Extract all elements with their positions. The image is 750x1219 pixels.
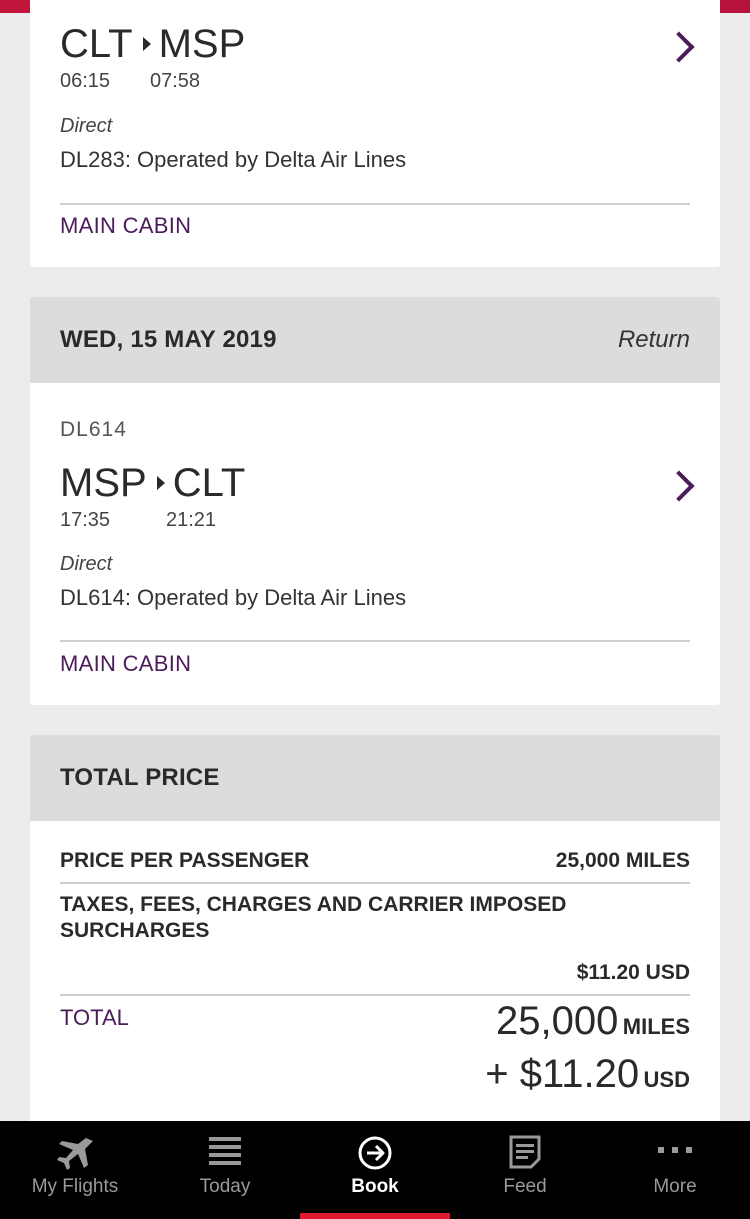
destination-code: CLT [172,461,246,505]
total-miles: 25,000 [495,999,619,1043]
return-route [60,461,245,505]
taxes-value: $11.20 USD [576,961,690,984]
tab-today[interactable] [150,1121,300,1219]
total-price-header [30,735,720,821]
divider [60,203,690,205]
origin-code: MSP [60,461,147,505]
total-miles-unit: MILES [622,1014,690,1039]
route-arrow-icon [157,476,165,490]
total-value [485,999,690,1105]
tab-label: My Flights [31,1176,119,1197]
chevron-right-icon[interactable] [663,470,694,501]
outbound-route [60,22,245,66]
book-arrow-icon [357,1135,393,1171]
return-date: WED, 15 MAY 2019 [60,326,277,353]
arrive-time: 21:21 [166,509,217,531]
airplane-icon [55,1135,95,1171]
depart-time: 06:15 [60,70,111,92]
tab-book[interactable] [300,1121,450,1219]
tab-label: Book [351,1176,399,1197]
active-tab-indicator [300,1213,450,1219]
divider [60,640,690,642]
origin-code: CLT [60,22,133,66]
bottom-tab-bar [0,1121,750,1219]
stop-type: Direct [60,115,113,137]
feed-icon [509,1135,541,1169]
operated-by: DL614: Operated by Delta Air Lines [60,585,407,610]
depart-time: 17:35 [60,509,111,531]
outbound-flight-card[interactable] [30,0,720,267]
tab-feed[interactable] [450,1121,600,1219]
price-per-passenger-value: 25,000 MILES [555,849,690,872]
return-date-header [30,297,720,383]
total-price-card [30,735,720,1135]
return-flight-card[interactable] [30,297,720,705]
total-label: TOTAL [60,1005,129,1030]
chevron-right-icon[interactable] [663,31,694,62]
tab-label: More [653,1176,697,1197]
arrive-time: 07:58 [150,70,201,92]
list-icon [208,1135,242,1169]
tab-label: Today [199,1176,251,1197]
price-per-passenger-row [60,849,690,873]
total-price-title: TOTAL PRICE [60,764,220,791]
divider [60,882,690,884]
tab-more[interactable] [600,1121,750,1219]
destination-code: MSP [158,22,246,66]
cabin-class: MAIN CABIN [60,651,192,676]
more-dots-icon [657,1135,693,1169]
route-arrow-icon [143,37,151,51]
return-tag: Return [617,326,690,353]
tab-my-flights[interactable] [0,1121,150,1219]
total-cash-unit: USD [643,1067,690,1092]
taxes-label: TAXES, FEES, CHARGES AND CARRIER IMPOSED SURCHARGES [60,893,567,942]
divider [60,994,690,996]
cabin-class: MAIN CABIN [60,213,192,238]
stop-type: Direct [60,553,113,575]
flight-number: DL614 [60,418,127,441]
total-cash: + $11.20 [485,1052,640,1096]
operated-by: DL283: Operated by Delta Air Lines [60,147,407,172]
price-per-passenger-label: PRICE PER PASSENGER [60,849,310,872]
tab-label: Feed [503,1176,547,1197]
